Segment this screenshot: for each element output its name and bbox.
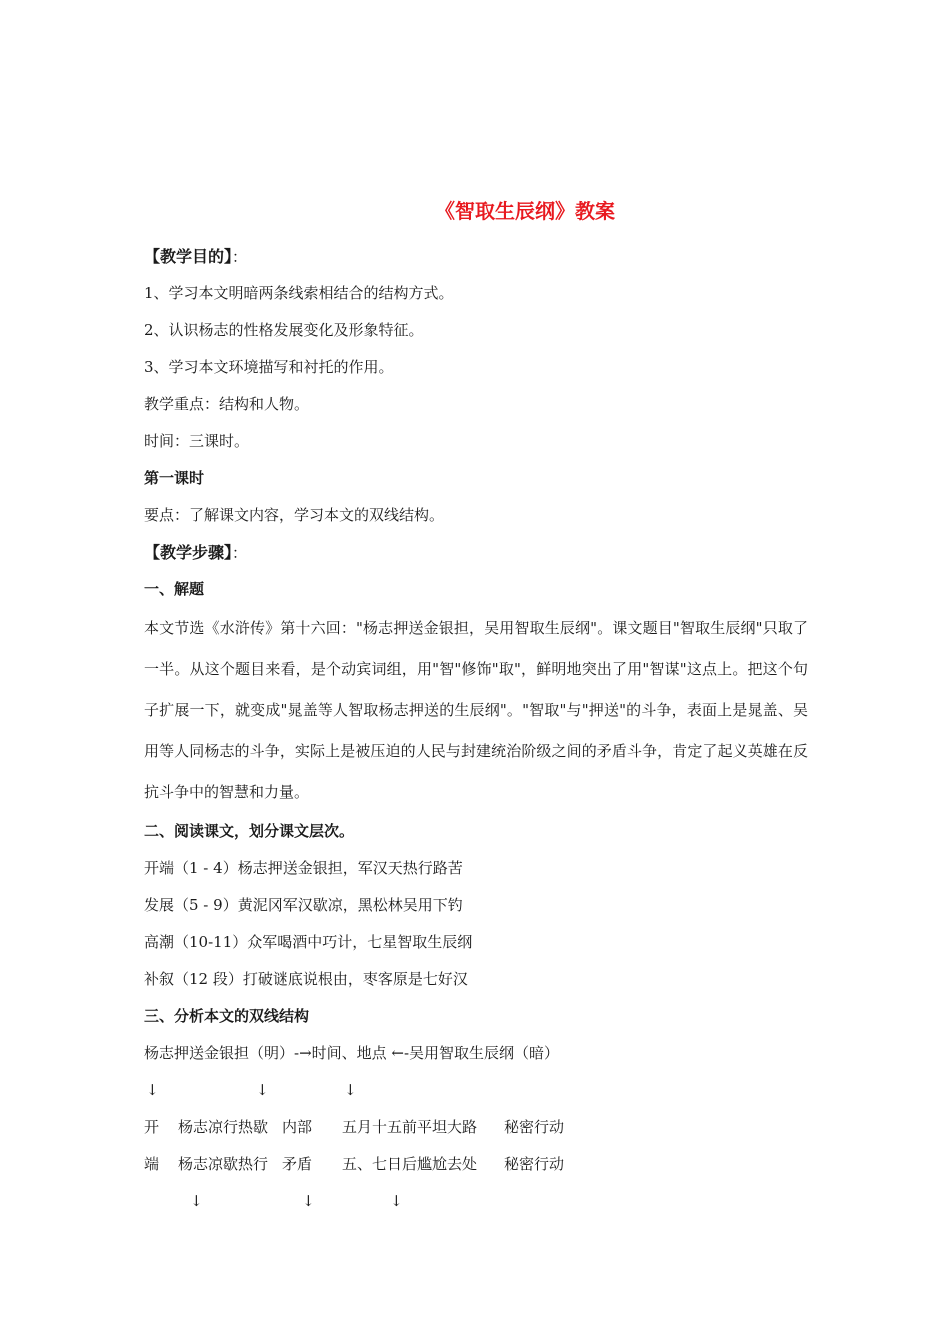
row-col-conflict: 矛盾 (282, 1155, 313, 1173)
down-arrow-icon: ↓ (146, 1081, 159, 1099)
steps-heading-text: 【教学步骤】 (144, 543, 233, 562)
down-arrow-icon: ↓ (390, 1192, 403, 1210)
document-title: 《智取生辰纲》教案 (435, 199, 615, 223)
goals-heading-text: 【教学目的】 (144, 247, 233, 266)
structure-item: 开端（1 - 4）杨志押送金银担，军汉天热行路苦 (144, 859, 463, 877)
dual-line-summary: 杨志押送金银担（明）-→时间、地点 ←-吴用智取生辰纲（暗） (144, 1044, 560, 1062)
section1-paragraph: 本文节选《水浒传》第十六回："杨志押送金银担，吴用智取生辰纲"。课文题目"智取生辰纲"只取了一半。从这个题目来看，是个动宾词组，用"智"修饰"取"，鲜明地突出了用"智谋"这点上。把这个句子扩展一下，就变成"晁盖等人智取杨志押送的生辰纲"。"智取"与"押送"的斗争，表面上是晁盖、吴用等人同杨志的斗争，实际上是被压迫的人民与封建统治阶级之间的矛盾斗争，肯定了起义英雄在反抗斗争中的智慧和力量。 (144, 619, 808, 801)
steps-heading-colon: ： (232, 544, 248, 562)
row-label: 端 (144, 1155, 160, 1173)
structure-item: 高潮（10-11）众军喝酒中巧计，七星智取生辰纲 (144, 933, 473, 951)
row-col-yangzhi: 杨志凉歇热行 (178, 1155, 269, 1173)
down-arrow-icon: ↓ (302, 1192, 315, 1210)
teaching-focus: 教学重点：结构和人物。 (144, 395, 310, 413)
arrow-row-top (144, 1072, 808, 1109)
section2-heading: 二、阅读课文，划分课文层次。 (144, 822, 355, 840)
row-col-action: 秘密行动 (504, 1155, 565, 1173)
down-arrow-icon: ↓ (190, 1192, 203, 1210)
document-body (144, 238, 808, 1220)
down-arrow-icon: ↓ (256, 1081, 269, 1099)
goals-heading (144, 238, 808, 275)
goals-heading-colon: ： (232, 248, 248, 266)
lesson-time: 时间：三课时。 (144, 432, 250, 450)
goal-item: 2、认识杨志的性格发展变化及形象特征。 (144, 321, 424, 339)
row-col-time-place: 五、七日后尴尬去处 (342, 1155, 478, 1173)
row-col-time-place: 五月十五前平坦大路 (342, 1118, 478, 1136)
row-col-conflict: 内部 (282, 1118, 313, 1136)
lesson1-point: 要点：了解课文内容，学习本文的双线结构。 (144, 506, 445, 524)
structure-row (144, 1109, 808, 1146)
row-label: 开 (144, 1118, 160, 1136)
structure-item: 发展（5 - 9）黄泥冈军汉歇凉，黑松林吴用下钓 (144, 896, 463, 914)
lesson1-heading: 第一课时 (144, 469, 205, 487)
row-col-yangzhi: 杨志凉行热歇 (178, 1118, 269, 1136)
goal-item: 3、学习本文环境描写和衬托的作用。 (144, 358, 394, 376)
arrow-row-bottom (144, 1183, 808, 1220)
section3-heading: 三、分析本文的双线结构 (144, 1007, 310, 1025)
goal-item: 1、学习本文明暗两条线索相结合的结构方式。 (144, 284, 454, 302)
structure-row (144, 1146, 808, 1183)
steps-heading (144, 534, 808, 571)
section1-heading: 一、解题 (144, 580, 205, 598)
structure-item: 补叙（12 段）打破谜底说根由，枣客原是七好汉 (144, 970, 468, 988)
down-arrow-icon: ↓ (344, 1081, 357, 1099)
row-col-action: 秘密行动 (504, 1118, 565, 1136)
